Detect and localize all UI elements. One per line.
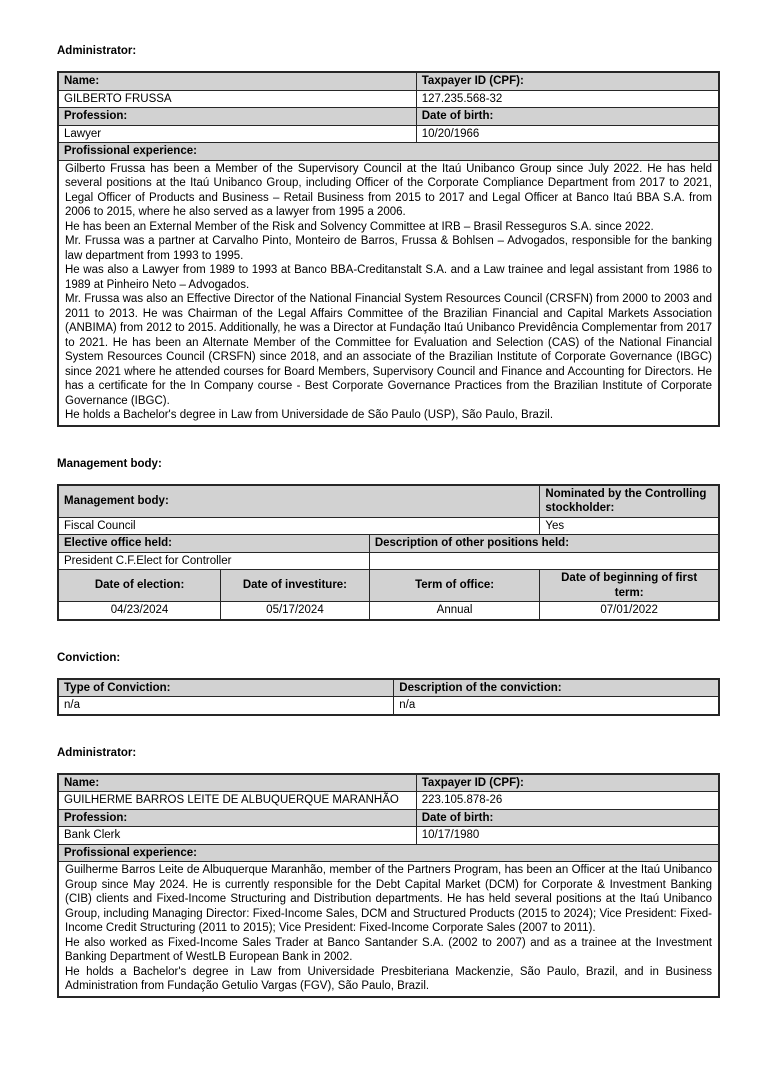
table-row bbox=[58, 160, 719, 426]
conviction-description-value-cell: n/a bbox=[394, 697, 719, 715]
profession-label-cell: Profession: bbox=[58, 108, 416, 126]
table-row bbox=[58, 602, 719, 620]
nominated-value-cell: Yes bbox=[540, 517, 719, 535]
experience-paragraph: He has been an External Member of the Risk and Solvency Committee at IRB – Brasil Resseguros S.A. since 2022. bbox=[65, 220, 654, 233]
other-positions-value-cell bbox=[369, 552, 719, 570]
conviction-type-value-cell: n/a bbox=[58, 697, 394, 715]
section-heading-conviction: Conviction: bbox=[57, 651, 121, 664]
experience-label-cell: Profissional experience: bbox=[58, 143, 719, 161]
dob-label-cell: Date of birth: bbox=[416, 809, 719, 827]
table-row bbox=[58, 827, 719, 845]
profession-value-cell: Bank Clerk bbox=[58, 827, 416, 845]
table-row bbox=[58, 143, 719, 161]
name-label-cell: Name: bbox=[58, 774, 416, 792]
experience-paragraph: Mr. Frussa was a partner at Carvalho Pinto, Monteiro de Barros, Frussa & Bohlsen – Advogados, responsible for the banking law department from 1993 to 1995. bbox=[65, 235, 712, 262]
name-value-cell: GILBERTO FRUSSA bbox=[58, 90, 416, 108]
table-row bbox=[58, 809, 719, 827]
dob-value-cell: 10/20/1966 bbox=[416, 125, 719, 143]
cpf-value-cell: 127.235.568-32 bbox=[416, 90, 719, 108]
section-heading-administrator-2: Administrator: bbox=[57, 746, 137, 759]
elective-office-label-cell: Elective office held: bbox=[58, 535, 369, 553]
election-date-value-cell: 04/23/2024 bbox=[58, 602, 221, 620]
experience-paragraph: He holds a Bachelor's degree in Law from Universidade de São Paulo (USP), São Paulo, Brazil. bbox=[65, 409, 554, 421]
administrator-table-1 bbox=[57, 71, 720, 427]
name-label-cell: Name: bbox=[58, 72, 416, 90]
table-row bbox=[58, 108, 719, 126]
experience-paragraph: Gilberto Frussa has been a Member of the Supervisory Council at the Itaú Unibanco Group since July 2022. He has held several positions at the Itaú Unibanco Group, including Officer of the Corporate Compliance Department from 2017 to 2021, Legal Officer of Products and Business – Retail Business from 2015 to 2017 and Legal Officer at Banco Itaú BBA S.A. from 2006 to 2015, where he also served as a lawyer from 1995 a 2006. bbox=[65, 162, 712, 218]
first-term-date-label-cell: Date of beginning of first term: bbox=[540, 570, 719, 602]
cpf-label-cell: Taxpayer ID (CPF): bbox=[416, 774, 719, 792]
conviction-type-label-cell: Type of Conviction: bbox=[58, 679, 394, 697]
dob-label-cell: Date of birth: bbox=[416, 108, 719, 126]
section-heading-management-body: Management body: bbox=[57, 457, 162, 470]
elective-office-value-cell: President C.F.Elect for Controller bbox=[58, 552, 369, 570]
experience-paragraph: He holds a Bachelor's degree in Law from Universidade Presbiteriana Mackenzie, São Paulo, Brazil, and in Business Administration from Fundação Getulio Vargas (FGV), São Paulo, Brazil. bbox=[65, 965, 712, 992]
conviction-description-label-cell: Description of the conviction: bbox=[394, 679, 719, 697]
investiture-date-label-cell: Date of investiture: bbox=[221, 570, 370, 602]
investiture-date-value-cell: 05/17/2024 bbox=[221, 602, 370, 620]
experience-label-cell: Profissional experience: bbox=[58, 844, 719, 862]
profession-value-cell: Lawyer bbox=[58, 125, 416, 143]
table-row bbox=[58, 774, 719, 792]
table-row bbox=[58, 570, 719, 602]
term-of-office-value-cell: Annual bbox=[369, 602, 540, 620]
section-heading-administrator-1: Administrator: bbox=[57, 45, 137, 57]
management-body-table bbox=[57, 484, 720, 621]
profession-label-cell: Profession: bbox=[58, 809, 416, 827]
table-row bbox=[58, 485, 719, 518]
other-positions-label-cell: Description of other positions held: bbox=[369, 535, 719, 553]
table-row bbox=[58, 90, 719, 108]
experience-paragraph: He also worked as Fixed-Income Sales Trader at Banco Santander S.A. (2002 to 2007) and as a trainee at the Investment Banking Department of WestLB European Bank in 2002. bbox=[65, 936, 712, 963]
table-row bbox=[58, 679, 719, 697]
conviction-table bbox=[57, 678, 720, 716]
first-term-date-value-cell: 07/01/2022 bbox=[540, 602, 719, 620]
table-row bbox=[58, 697, 719, 715]
experience-paragraph: He was also a Lawyer from 1989 to 1993 at Banco BBA-Creditanstalt S.A. and a Law trainee and legal assistant from 1986 to 1989 at Pinheiro Neto – Advogados. bbox=[65, 264, 712, 291]
table-row bbox=[58, 792, 719, 810]
term-of-office-label-cell: Term of office: bbox=[369, 570, 540, 602]
management-body-value-cell: Fiscal Council bbox=[58, 517, 540, 535]
table-row bbox=[58, 535, 719, 553]
table-row bbox=[58, 844, 719, 862]
dob-value-cell: 10/17/1980 bbox=[416, 827, 719, 845]
table-row bbox=[58, 125, 719, 143]
experience-paragraph: Guilherme Barros Leite de Albuquerque Maranhão, member of the Partners Program, has been an Officer at the Itaú Unibanco Group since May 2024. He is currently responsible for the Debt Capital Market (DCM) for Corporate & Investment Banking (CIB) clients and Fixed-Income Structuring and Distribution departments. He has held several positions at the Itaú Unibanco Group, including Managing Director: Fixed-Income Sales, DCM and Structured Products (2015 to 2024); Vice President: Fixed-Income Credit Structuring (2011 to 2015); Vice President: Fixed-Income Corporate Sales (2007 to 2011). bbox=[65, 864, 712, 934]
table-row bbox=[58, 517, 719, 535]
cpf-label-cell: Taxpayer ID (CPF): bbox=[416, 72, 719, 90]
experience-value-cell bbox=[58, 862, 719, 997]
election-date-label-cell: Date of election: bbox=[58, 570, 221, 602]
management-body-label-cell: Management body: bbox=[58, 485, 540, 518]
experience-paragraph: Mr. Frussa was also an Effective Director of the National Financial System Resources Council (CRSFN) from 2000 to 2003 and 2011 to 2013. He was Chairman of the Legal Affairs Committee of the Brazilian Financial and Capital Markets Association (ANBIMA) from 2012 to 2015. Additionally, he was a Director at Fundação Itaú Unibanco Previdência Complementar from 2017 to 2021. He has been an Alternate Member of the Committee for Evaluation and Selection (CAS) of the National Financial System Resources Council (CRSFN) since 2018, and an associate of the Brazilian Institute of Corporate Governance (IBGC) since 2021 where he attended courses for Board Members, Supervisory Council and Finance and Accounting for Directors. He has a certificate for the In Company course - Best Corporate Governance Practices from the Brazilian Institute of Corporate Governance (IBGC). bbox=[65, 293, 712, 407]
table-row bbox=[58, 552, 719, 570]
cpf-value-cell: 223.105.878-26 bbox=[416, 792, 719, 810]
table-row bbox=[58, 862, 719, 997]
name-value-cell: GUILHERME BARROS LEITE DE ALBUQUERQUE MARANHÃO bbox=[58, 792, 416, 810]
experience-value-cell bbox=[58, 160, 719, 426]
administrator-table-2 bbox=[57, 773, 720, 998]
table-row bbox=[58, 72, 719, 90]
nominated-label-cell: Nominated by the Controlling stockholder: bbox=[540, 485, 719, 518]
